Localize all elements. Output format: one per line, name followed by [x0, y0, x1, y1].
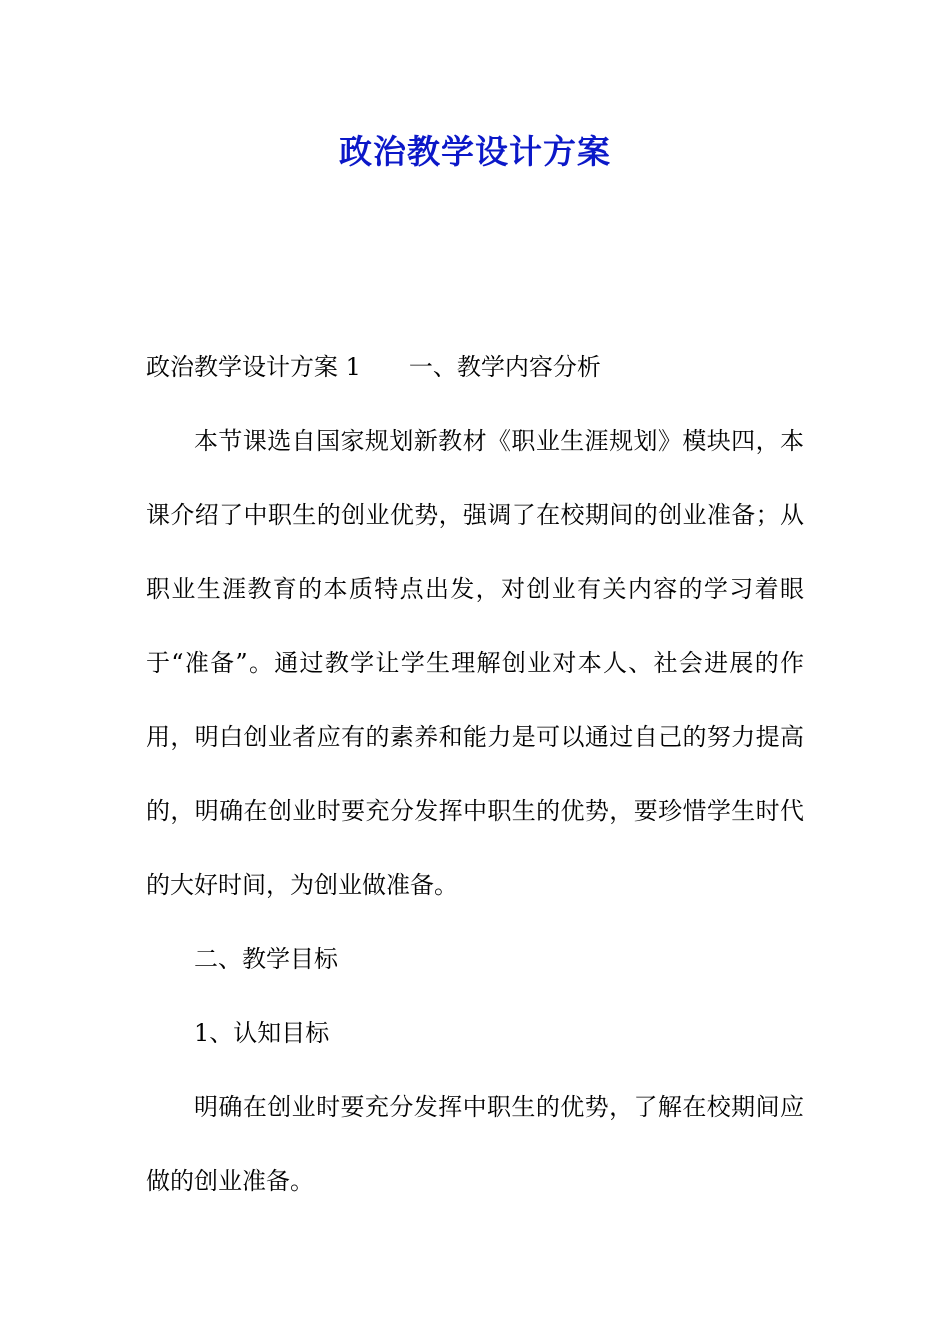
section-heading-content-analysis: 一、教学内容分析 [408, 353, 601, 381]
section-heading-teaching-goals: 二、教学目标 [194, 945, 338, 973]
paragraph-content-analysis: 本节课选自国家规划新教材《职业生涯规划》模块四，本课介绍了中职生的创业优势，强调了在校期间的创业准备；从职业生涯教育的本质特点出发，对创业有关内容的学习着眼于“准备”。通过教学让学生理解创业对本人、社会进展的作用，明白创业者应有的素养和能力是可以通过自己的努力提高的，明确在创业时要充分发挥中职生的优势，要珍惜学生时代的大好时间，为创业做准备。 [146, 427, 804, 899]
subheading-cognitive-goals: 1、认知目标 [194, 1019, 330, 1047]
paragraph-cognitive-goals: 明确在创业时要充分发挥中职生的优势，了解在校期间应做的创业准备。 [146, 1093, 804, 1195]
document-title: 政治教学设计方案 [339, 132, 611, 171]
document-body [146, 330, 804, 1218]
heading-line [146, 330, 804, 404]
plan-label: 政治教学设计方案 1 [146, 353, 361, 381]
